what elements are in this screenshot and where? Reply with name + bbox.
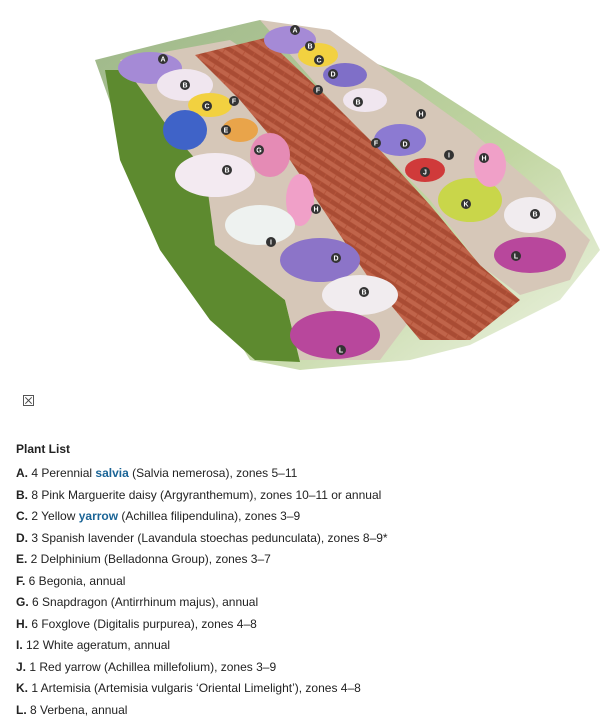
list-item: D. 3 Spanish lavender (Lavandula stoechas pedunculata), zones 8–9* bbox=[16, 528, 596, 550]
svg-text:K: K bbox=[463, 202, 468, 209]
list-item: A. 4 Perennial salvia (Salvia nemerosa), zones 5–11 bbox=[16, 463, 596, 485]
svg-text:D: D bbox=[330, 72, 335, 79]
broken-image-icon bbox=[23, 395, 34, 406]
marker-b3 bbox=[222, 165, 232, 175]
marker-b bbox=[180, 80, 190, 90]
marker-j bbox=[420, 167, 430, 177]
marker-c2 bbox=[202, 101, 212, 111]
svg-text:A: A bbox=[160, 57, 165, 64]
marker-c bbox=[314, 55, 324, 65]
svg-text:B: B bbox=[361, 290, 366, 297]
svg-text:A: A bbox=[292, 28, 297, 35]
marker-d2 bbox=[400, 139, 410, 149]
marker-a2 bbox=[290, 25, 300, 35]
list-item: K. 1 Artemisia (Artemisia vulgaris ‘Oriental Limelight’), zones 4–8 bbox=[16, 678, 596, 700]
marker-i2 bbox=[444, 150, 454, 160]
svg-text:H: H bbox=[418, 112, 423, 119]
marker-f bbox=[229, 96, 239, 106]
marker-g bbox=[254, 145, 264, 155]
marker-b4 bbox=[353, 97, 363, 107]
svg-text:B: B bbox=[182, 83, 187, 90]
svg-text:F: F bbox=[232, 99, 237, 106]
svg-text:G: G bbox=[256, 148, 262, 155]
svg-text:D: D bbox=[402, 142, 407, 149]
marker-f2 bbox=[313, 85, 323, 95]
svg-text:B: B bbox=[307, 44, 312, 51]
list-item: E. 2 Delphinium (Belladonna Group), zones 3–7 bbox=[16, 549, 596, 571]
marker-h2 bbox=[479, 153, 489, 163]
marker-h bbox=[416, 109, 426, 119]
list-item: I. 12 White ageratum, annual bbox=[16, 635, 596, 657]
svg-text:J: J bbox=[423, 170, 427, 177]
svg-text:L: L bbox=[339, 348, 344, 355]
marker-f3 bbox=[371, 138, 381, 148]
marker-b2 bbox=[305, 41, 315, 51]
marker-a bbox=[158, 54, 168, 64]
svg-text:E: E bbox=[224, 128, 229, 135]
marker-b6 bbox=[359, 287, 369, 297]
marker-e bbox=[221, 125, 231, 135]
svg-text:D: D bbox=[333, 256, 338, 263]
marker-d bbox=[328, 69, 338, 79]
svg-text:I: I bbox=[270, 240, 272, 247]
svg-text:F: F bbox=[374, 141, 379, 148]
marker-i bbox=[266, 237, 276, 247]
svg-text:I: I bbox=[448, 153, 450, 160]
yarrow-link[interactable]: yarrow bbox=[79, 509, 118, 523]
marker-b5 bbox=[530, 209, 540, 219]
svg-text:L: L bbox=[514, 254, 519, 261]
list-item: L. 8 Verbena, annual bbox=[16, 700, 596, 721]
marker-l2 bbox=[336, 345, 346, 355]
plant-list-title: Plant List bbox=[16, 440, 596, 458]
svg-text:B: B bbox=[355, 100, 360, 107]
plant-list bbox=[16, 440, 596, 721]
svg-text:B: B bbox=[224, 168, 229, 175]
svg-text:H: H bbox=[481, 156, 486, 163]
svg-text:B: B bbox=[532, 212, 537, 219]
list-item: F. 6 Begonia, annual bbox=[16, 571, 596, 593]
svg-text:C: C bbox=[316, 58, 321, 65]
marker-k bbox=[461, 199, 471, 209]
list-item: H. 6 Foxglove (Digitalis purpurea), zones 4–8 bbox=[16, 614, 596, 636]
svg-text:F: F bbox=[316, 88, 321, 95]
svg-text:C: C bbox=[204, 104, 209, 111]
svg-text:H: H bbox=[313, 207, 318, 214]
salvia-link[interactable]: salvia bbox=[95, 466, 128, 480]
marker-h3 bbox=[311, 204, 321, 214]
list-item: J. 1 Red yarrow (Achillea millefolium), zones 3–9 bbox=[16, 657, 596, 679]
list-item: C. 2 Yellow yarrow (Achillea filipendulina), zones 3–9 bbox=[16, 506, 596, 528]
marker-d3 bbox=[331, 253, 341, 263]
list-item: G. 6 Snapdragon (Antirrhinum majus), annual bbox=[16, 592, 596, 614]
list-item: B. 8 Pink Marguerite daisy (Argyranthemum), zones 10–11 or annual bbox=[16, 485, 596, 507]
marker-l bbox=[511, 251, 521, 261]
